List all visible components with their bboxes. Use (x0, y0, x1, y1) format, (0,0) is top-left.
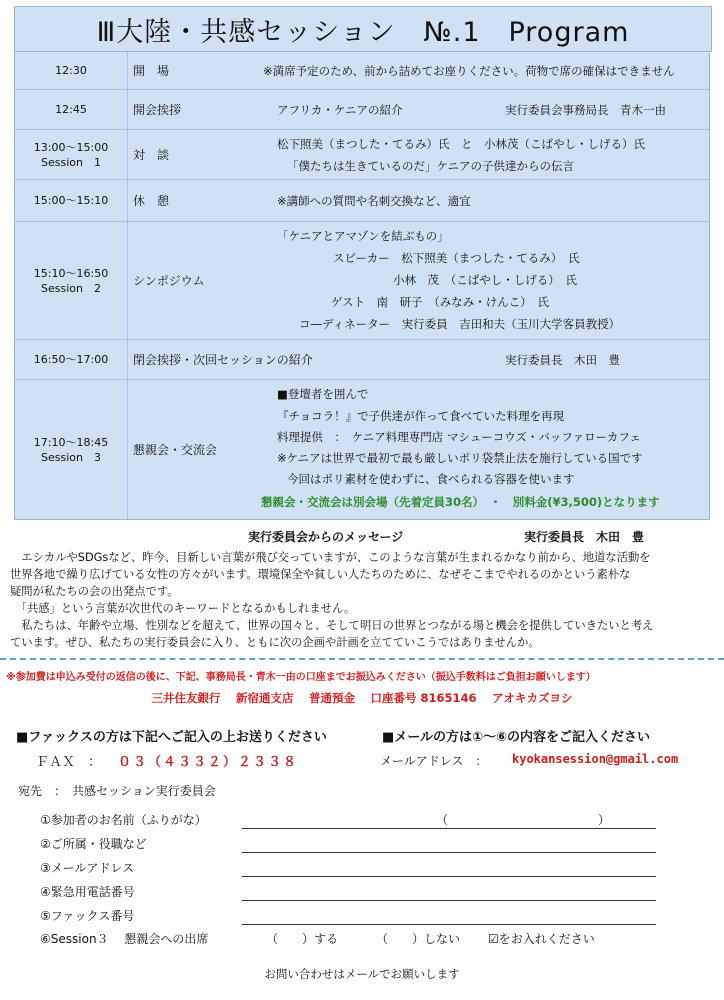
program-row (15, 90, 709, 130)
program-detail: ※講師への質問や名刺交換など、適宜 (277, 194, 471, 208)
form-recipient: 宛先 ： 共感セッション実行委員会 (18, 784, 216, 798)
program-time: 12:30 (15, 52, 128, 89)
email-address[interactable]: kyokansession@gmail.com (512, 752, 679, 766)
program-time: 15:10～16:50 Session 2 (15, 222, 128, 339)
program-title: 閉会挨拶・次回セッションの紹介 (133, 353, 313, 367)
program-detail: 松下照美（まつした・てるみ）氏 と 小林茂（こばやし・しげる）氏 「僕たちは生きているのだ」ケニアの子供達からの伝言 (277, 137, 645, 173)
program-detail: ■登壇者を囲んで 『チョコラ！』で子供達が作って食べていた料理を再現 料理提供 ： ケニア料理専門店 マシューコウズ・バッファローカフェ ※ケニアは世界で最初で最も厳しいポリ袋禁止法を施行している国です 今回はポリ素材を使わずに、食べられる容器を使います 懇親会・交流会は別会場（先着定員30名） ・ 別料金(¥3,500)となります (261, 387, 660, 509)
program-time: 15:00～15:10 (15, 180, 128, 221)
attend-no-option[interactable]: （ ）しない (376, 932, 461, 946)
name-input-line[interactable] (242, 828, 656, 829)
program-title: シンポジウム (133, 274, 205, 288)
message-signer: 実行委員長 木田 豊 (524, 530, 645, 544)
program-time: 16:50～17:00 (15, 340, 128, 379)
program-detail: 「ケニアとアマゾンを結ぶもの」 スピーカー 松下照美（まつした・てるみ） 氏 小林 茂 （こばやし・しげる） 氏 ゲスト 南 研子 （みなみ・けんこ） 氏 コ―ディネーター 実行委員 吉田和夫（玉川大学客員教授） (277, 229, 621, 331)
phone-input-line[interactable] (242, 900, 656, 901)
affiliation-field-label: ②ご所属・役職など (40, 837, 147, 851)
program-time: 13:00～15:00 Session 1 (15, 130, 128, 179)
program-title: 休 憩 (133, 194, 170, 208)
program-row (15, 380, 709, 519)
program-title: 対 談 (133, 148, 170, 162)
email-input-line[interactable] (242, 876, 656, 877)
program-row (15, 180, 709, 222)
program-row (15, 52, 709, 90)
email-label: メールアドレス ： (380, 754, 488, 768)
program-detail: ※満席予定のため、前から詰めてお座りください。荷物で席の確保はできません (263, 64, 675, 78)
payment-notice: ※参加費は申込み受付の返信の後に、下記、事務局長・青木一由の口座までお振込みください（振込手数料はご負担お願いします） (6, 672, 596, 683)
green-note: 懇親会・交流会は別会場（先着定員30名） ・ 別料金(¥3,500)となります (261, 495, 660, 509)
fax-field-label: ⑤ファックス番号 (40, 909, 135, 923)
contact-note: お問い合わせはメールでお願いします (264, 967, 460, 981)
program-detail: アフリカ・ケニアの紹介 実行委員会事務局長 青木一由 (277, 103, 666, 117)
email-field-label: ③メールアドレス (40, 861, 135, 875)
program-row (15, 130, 709, 180)
affiliation-input-line[interactable] (242, 852, 656, 853)
name-field-label: ①参加者のお名前（ふりがな） (40, 813, 207, 827)
program-title: 開 場 (133, 64, 170, 78)
program-detail: 実行委員長 木田 豊 (505, 353, 620, 367)
program-time: 17:10～18:45 Session 3 (15, 380, 128, 519)
program-table (14, 51, 710, 520)
fax-input-line[interactable] (242, 924, 656, 925)
email-heading: ■メールの方は①～⑥の内容をご記入ください (382, 730, 651, 745)
paren-open: （ (436, 813, 449, 827)
cut-line (0, 658, 724, 660)
program-title: 開会挨拶 (133, 103, 182, 117)
fax-heading: ■ファックスの方は下記へご記入の上お送りください (16, 730, 327, 745)
program-row (15, 222, 709, 340)
page-title (14, 6, 712, 52)
program-row (15, 340, 709, 380)
fax-number: ０３（４３３２）２３３８ (118, 755, 299, 770)
attend-yes-option[interactable]: （ ）する (266, 932, 339, 946)
program-time: 12:45 (15, 90, 128, 129)
bank-account: 三井住友銀行 新宿通支店 普通預金 口座番号 8165146 アオキカズヨシ (151, 691, 573, 705)
fax-label: ＦＡＸ ： (36, 755, 102, 770)
title-text: Ⅲ大陸・共感セッション №.1 Program (96, 16, 630, 48)
message-heading: 実行委員会からのメッセージ (248, 530, 404, 544)
program-title: 懇親会・交流会 (133, 443, 218, 457)
attend-note: ☑をお入れください (488, 932, 595, 946)
message-body: エシカルやSDGsなど、昨今、目新しい言葉が飛び交っていますが、このような言葉が生まれるかなり前から、地道な活動を 世界各地で繰り広げている女性の方々がいます。環境保全や貧しい人たちのために、なぜそこまでやれるのかという素朴な 疑問が私たちの会の出発点です。 「共感」という言葉が次世代のキーワードとなるかもしれません。 私たちは、年齢や立場、性別などを超えて、世界の国々と、そして明日の世界とつながる場と機会を提供していきたいと考え ています。ぜひ、私たちの実行委員会に入り、ともに次の企画や計画を立てていこうではありませんか。 (10, 551, 654, 649)
attend-label: ⑥Session３ 懇親会への出席 (40, 932, 209, 946)
paren-close: ） (598, 813, 611, 827)
phone-field-label: ④緊急用電話番号 (40, 885, 135, 899)
